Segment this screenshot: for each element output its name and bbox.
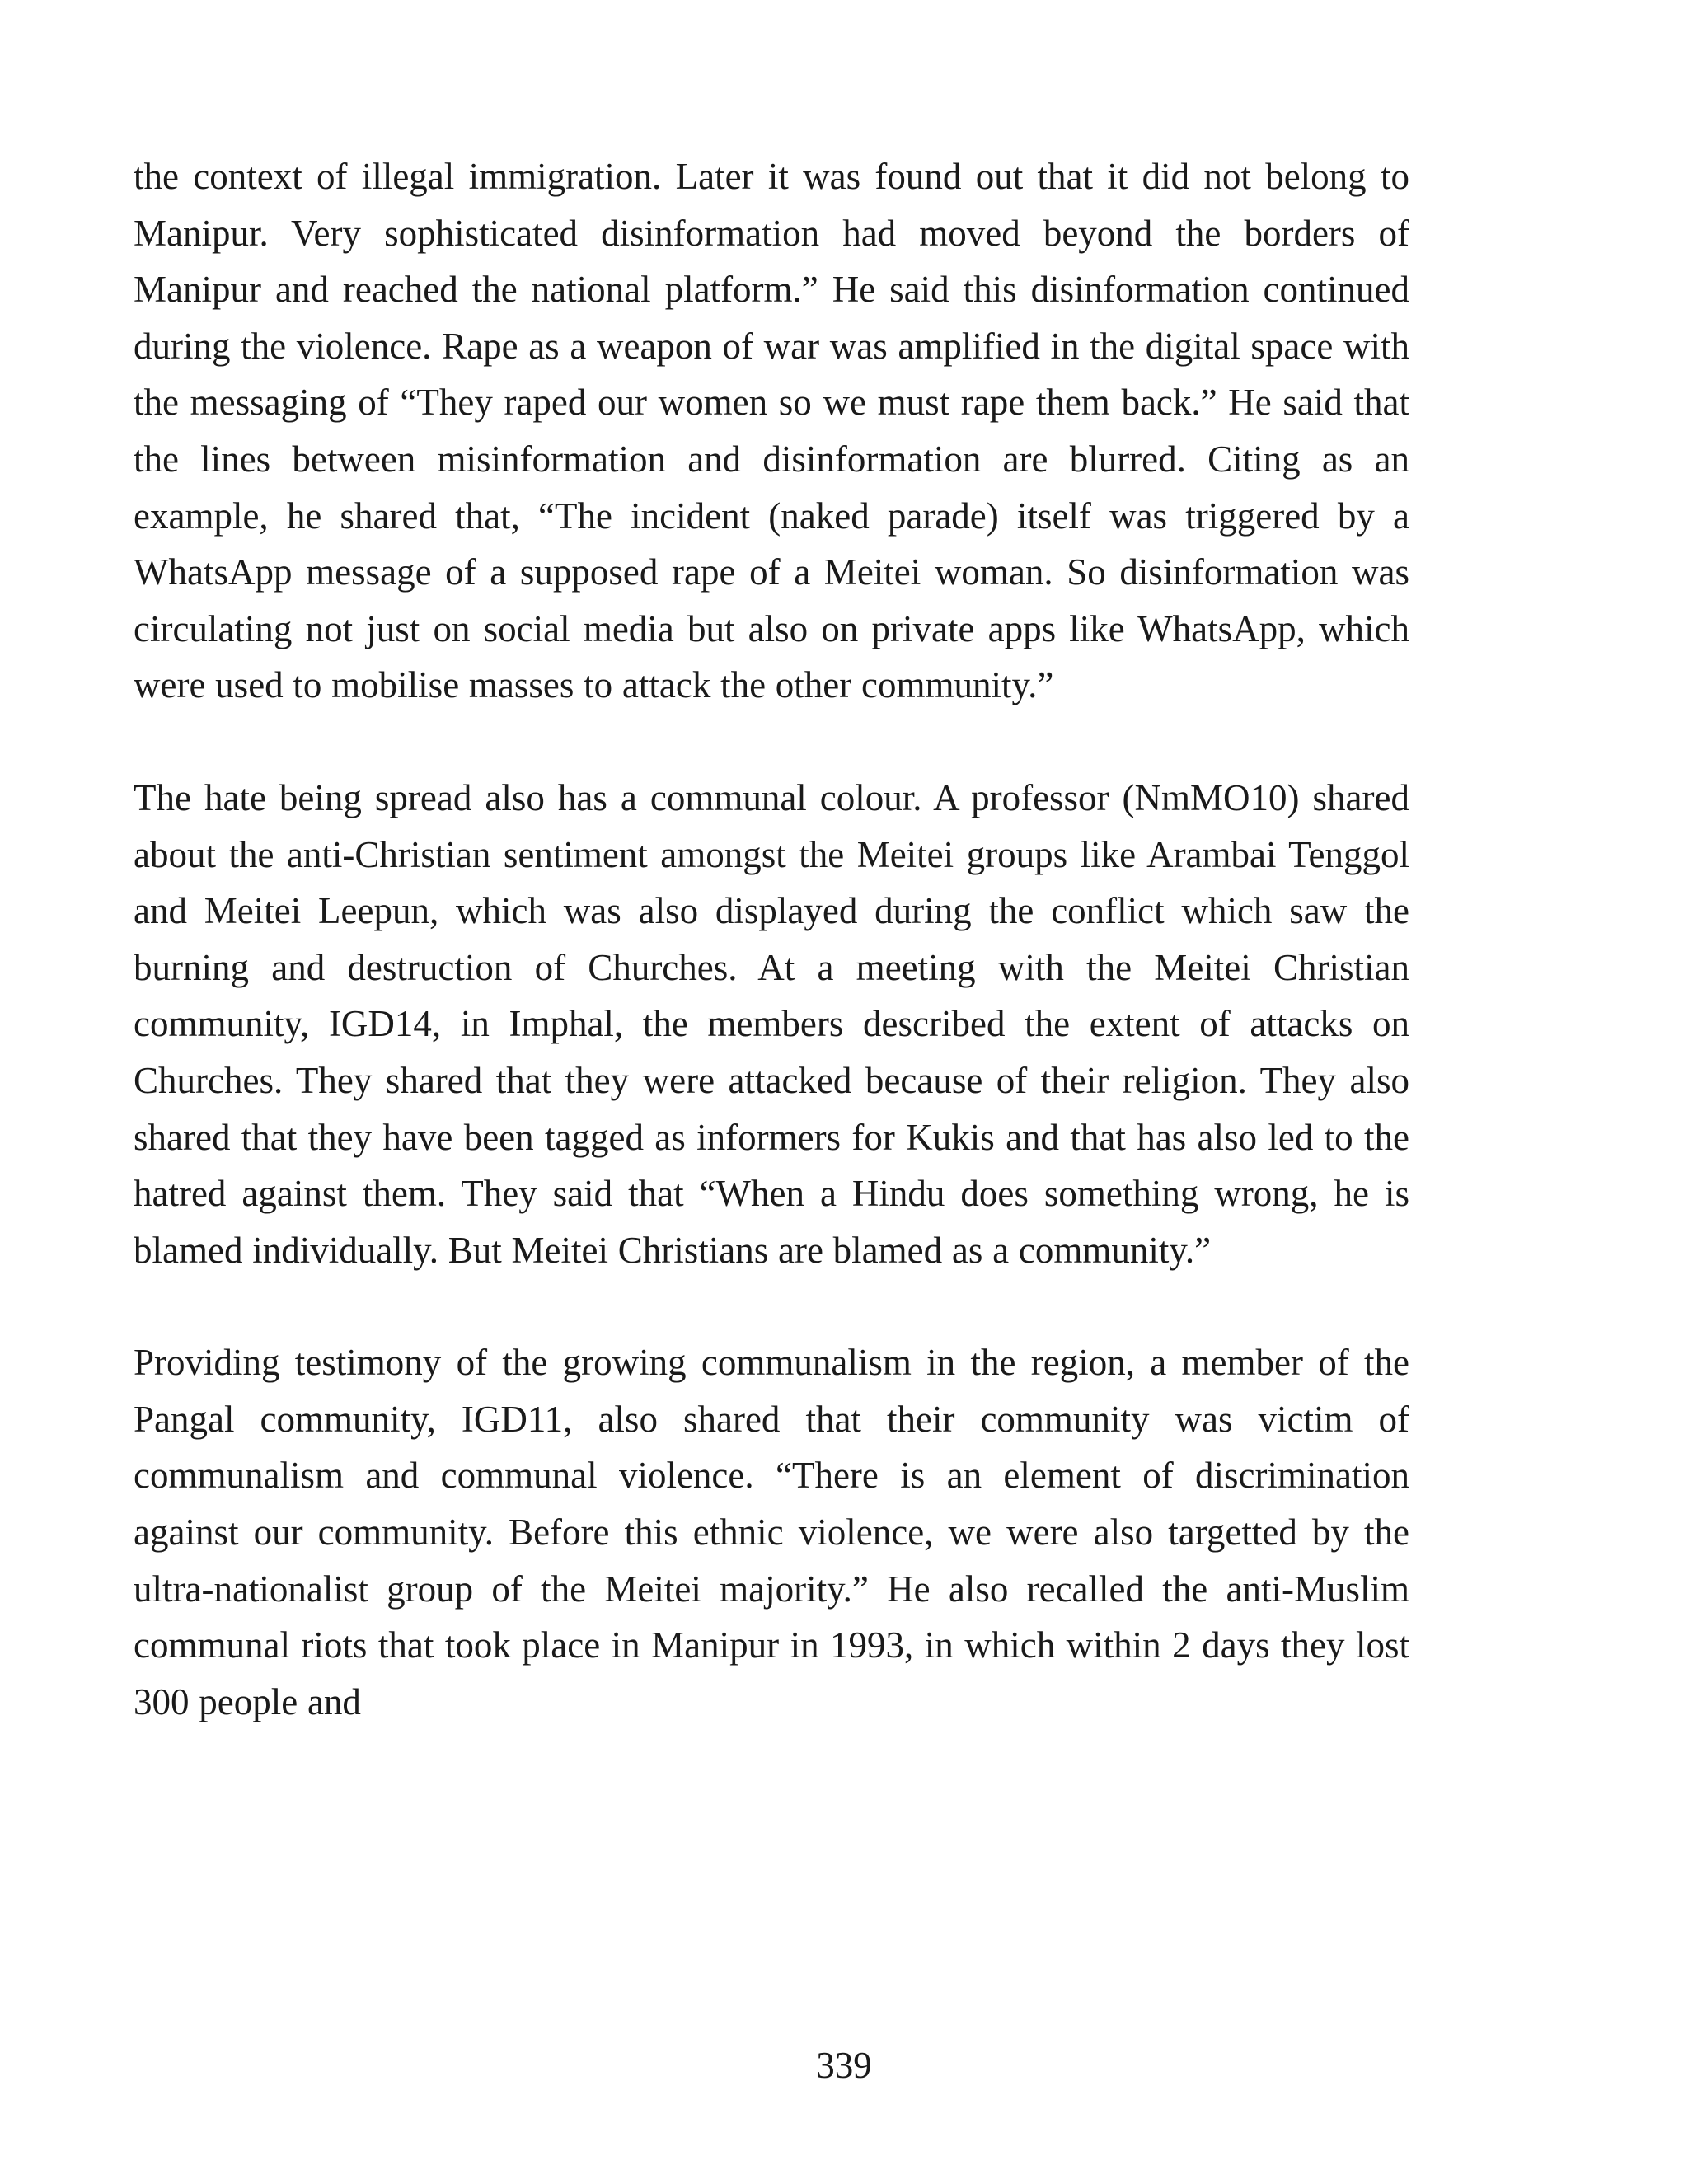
page-number: 339 (816, 2045, 872, 2086)
body-text (134, 148, 1409, 1786)
paragraph-disinformation: the context of illegal immigration. Later it was found out that it did not belong to Manipur. Very sophisticated disinformation had moved beyond the borders of Manipur and reached the national platform.” He said this disinformation continued during the violence. Rape as a weapon of war was amplified in the digital space with the messaging of “They raped our women so we must rape them back.” He said that the lines between misinformation and disinformation are blurred. Citing as an example, he shared that, “The incident (naked parade) itself was triggered by a WhatsApp message of a supposed rape of a Meitei woman. So disinformation was circulating not just on social media but also on private apps like WhatsApp, which were used to mobilise masses to attack the other community.” (134, 156, 1409, 706)
paragraph-pangal-testimony: Providing testimony of the growing communalism in the region, a member of the Pangal community, IGD11, also shared that their community was victim of communalism and communal violence. “There is an element of discrimination against our community. Before this ethnic violence, we were also targetted by the ultra-nationalist group of the Meitei majority.” He also recalled the anti-Muslim communal riots that took place in Manipur in 1993, in which within 2 days they lost 300 people and (134, 1342, 1409, 1722)
paragraph-communal-colour: The hate being spread also has a communal colour. A professor (NmMO10) shared about the anti-Christian sentiment amongst the Meitei groups like Arambai Tenggol and Meitei Leepun, which was also displayed during the conflict which saw the burning and destruction of Churches. At a meeting with the Meitei Christian community, IGD14, in Imphal, the members described the extent of attacks on Churches. They shared that they were attacked because of their religion. They also shared that they have been tagged as informers for Kukis and that has also led to the hatred against them. They said that “When a Hindu does something wrong, he is blamed individually. But Meitei Christians are blamed as a community.” (134, 776, 1409, 1271)
